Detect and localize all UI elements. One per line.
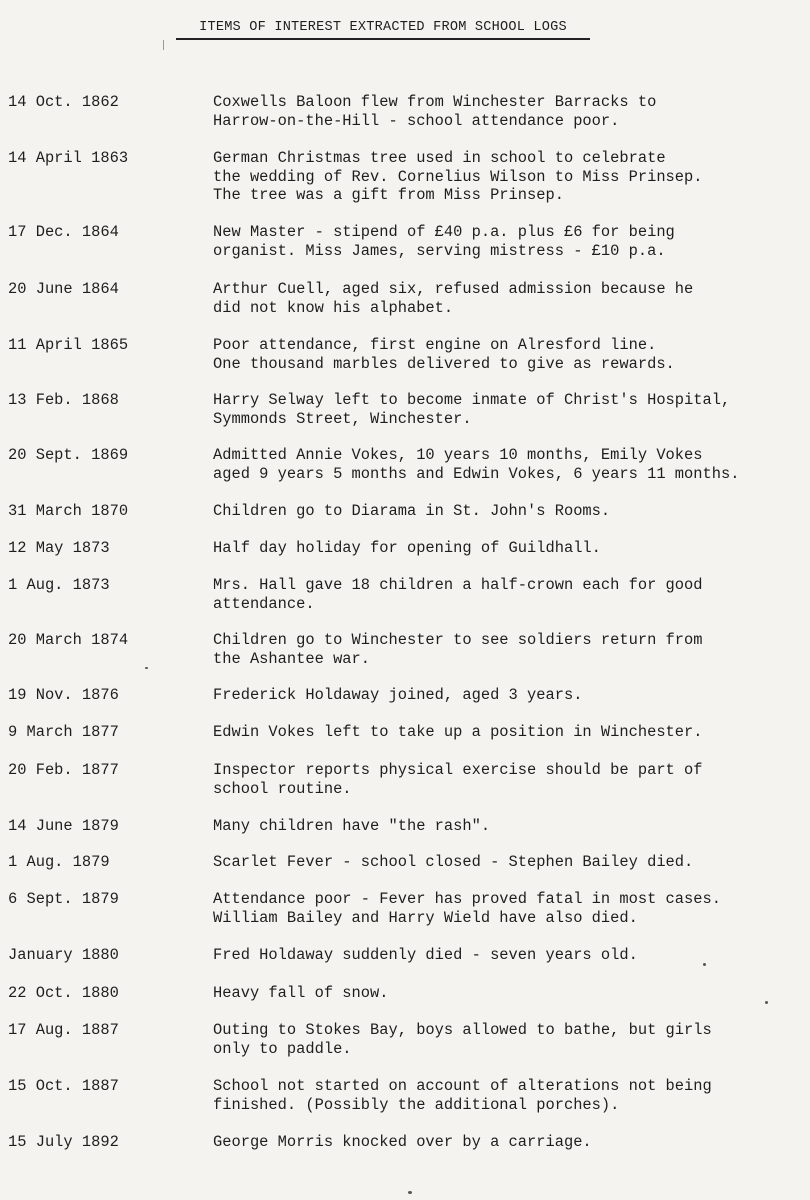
entry-date: 11 April 1865: [8, 336, 129, 354]
entry-date: January 1880: [8, 946, 119, 964]
entry-date: 20 Feb. 1877: [8, 761, 119, 779]
entry-date: 12 May 1873: [8, 539, 110, 557]
entry-text: Attendance poor - Fever has proved fatal in most cases. William Bailey and Harry Wield have also died.: [213, 890, 721, 927]
entry-date: 17 Dec. 1864: [8, 223, 119, 241]
entry-date: 17 Aug. 1887: [8, 1021, 119, 1039]
entry-text: Edwin Vokes left to take up a position in Winchester.: [213, 723, 703, 741]
entry-text: Frederick Holdaway joined, aged 3 years.: [213, 686, 583, 704]
entry-date: 19 Nov. 1876: [8, 686, 119, 704]
entry-date: 20 Sept. 1869: [8, 446, 129, 464]
entry-text: Fred Holdaway suddenly died - seven years old.: [213, 946, 638, 964]
entry-text: Mrs. Hall gave 18 children a half-crown each for good attendance.: [213, 576, 703, 613]
entry-date: 1 Aug. 1873: [8, 576, 110, 594]
entry-date: 15 Oct. 1887: [8, 1077, 119, 1095]
entry-text: Scarlet Fever - school closed - Stephen Bailey died.: [213, 853, 694, 871]
entry-text: German Christmas tree used in school to celebrate the wedding of Rev. Cornelius Wilson to Miss Prinsep. The tree was a gift from Miss Prinsep.: [213, 149, 703, 204]
entry-text: Many children have "the rash".: [213, 817, 491, 835]
paper-speck: [163, 40, 164, 50]
entry-text: Admitted Annie Vokes, 10 years 10 months, Emily Vokes aged 9 years 5 months and Edwin Vokes, 6 years 11 months.: [213, 446, 740, 483]
entry-text: Outing to Stokes Bay, boys allowed to bathe, but girls only to paddle.: [213, 1021, 712, 1058]
entry-text: Inspector reports physical exercise should be part of school routine.: [213, 761, 703, 798]
entry-text: George Morris knocked over by a carriage.: [213, 1133, 592, 1151]
paper-speck: [765, 1001, 768, 1004]
entry-date: 20 June 1864: [8, 280, 119, 298]
entry-date: 1 Aug. 1879: [8, 853, 110, 871]
entry-text: School not started on account of alterations not being finished. (Possibly the additional porches).: [213, 1077, 712, 1114]
entry-date: 15 July 1892: [8, 1133, 119, 1151]
entry-date: 13 Feb. 1868: [8, 391, 119, 409]
entry-text: Heavy fall of snow.: [213, 984, 389, 1002]
entry-date: 6 Sept. 1879: [8, 890, 119, 908]
entry-text: Children go to Winchester to see soldiers return from the Ashantee war.: [213, 631, 703, 668]
entry-date: 14 April 1863: [8, 149, 129, 167]
entry-date: 31 March 1870: [8, 502, 129, 520]
entry-text: Half day holiday for opening of Guildhall.: [213, 539, 601, 557]
paper-speck: [408, 1191, 412, 1194]
paper-speck: [145, 667, 148, 669]
entry-date: 14 June 1879: [8, 817, 119, 835]
entry-text: Poor attendance, first engine on Alresford line. One thousand marbles delivered to give as rewards.: [213, 336, 675, 373]
entry-text: Coxwells Baloon flew from Winchester Barracks to Harrow-on-the-Hill - school attendance poor.: [213, 93, 657, 130]
entry-date: 14 Oct. 1862: [8, 93, 119, 111]
entry-text: Arthur Cuell, aged six, refused admission because he did not know his alphabet.: [213, 280, 694, 317]
entry-text: Children go to Diarama in St. John's Rooms.: [213, 502, 611, 520]
entry-text: Harry Selway left to become inmate of Christ's Hospital, Symmonds Street, Winchester.: [213, 391, 731, 428]
entry-date: 9 March 1877: [8, 723, 119, 741]
entry-date: 20 March 1874: [8, 631, 129, 649]
paper-speck: [703, 963, 706, 966]
entry-text: New Master - stipend of £40 p.a. plus £6 for being organist. Miss James, serving mistress - £10 p.a.: [213, 223, 675, 260]
entry-date: 22 Oct. 1880: [8, 984, 119, 1002]
document-title: ITEMS OF INTEREST EXTRACTED FROM SCHOOL LOGS: [176, 20, 590, 40]
